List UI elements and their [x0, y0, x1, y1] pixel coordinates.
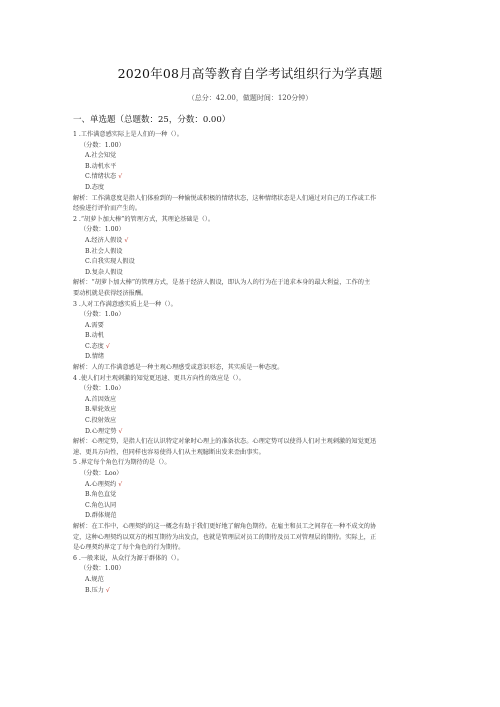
option-b: B.压力 √	[85, 586, 110, 594]
option-b: B.动机水平	[85, 162, 117, 170]
question-3	[73, 300, 433, 374]
correct-check-mark: √	[118, 173, 123, 181]
question-stem: 5 .界定每个角色行为期待的是（）。	[73, 459, 171, 467]
option-a: A.社会知觉	[85, 152, 117, 160]
option-b: B.动机	[85, 332, 104, 340]
question-analysis: 解析：心理定势，是指人们在认识特定对象时心理上的准备状态。心理定势可以使得人们对主观刺激的知觉更迅 速、更具方向性，但同样也容易使得人们从主观臆断出发来歪曲事实。	[73, 438, 377, 456]
question-2	[73, 215, 433, 300]
correct-check-mark: √	[105, 586, 110, 594]
question-stem: 3 .人对工作满意感实质上是一种（）。	[73, 300, 177, 308]
question-analysis: 解析：“胡萝卜加大棒”的管理方式，是基于经济人假设，即认为人的行为在于追求本身的最大利益，工作的主 要动机就是获得经济报酬。	[73, 279, 371, 297]
page-title: 2020年08月高等教育自学考试组织行为学真题	[117, 66, 383, 81]
question-score: （分数：Loo）	[80, 470, 123, 477]
option-a: A.心理契约 √	[85, 480, 123, 488]
option-c: C.情绪状态 √	[85, 173, 123, 181]
question-1	[73, 130, 433, 215]
question-analysis: 解析：人的工作满意感是一种主观心理感受或意识形态，其实质是一种态度。	[73, 364, 284, 372]
question-analysis: 解析：工作满意度是指人们体验到的一种愉悦或积极的情绪状态，这种情绪状态是人们通过对自己的工作或工作 经验进行评价而产生的。	[73, 194, 377, 213]
option-c: C.自我实现人假设	[85, 258, 135, 266]
option-c: C.投射效应	[85, 417, 117, 425]
question-4	[73, 374, 433, 459]
question-stem: 4 .使人们对主观刺激的知觉更迅速、更具方向性的效应是（）。	[73, 374, 245, 382]
exam-meta: （总分：42.00，做题时间：120分钟）	[187, 94, 313, 102]
correct-check-mark: √	[124, 236, 129, 244]
option-a: A.首因效应	[85, 395, 117, 403]
option-d: D.复杂人假设	[85, 268, 123, 276]
question-6	[73, 554, 433, 596]
correct-check-mark: √	[118, 427, 123, 435]
question-stem: 1 .工作满意感实际上是人们的一种（）。	[73, 131, 183, 138]
option-d: D.态度	[85, 183, 105, 191]
option-c: C.角色认同	[85, 501, 117, 509]
option-a: A.规范	[85, 575, 104, 583]
option-c: C.态度 √	[85, 342, 110, 350]
correct-check-mark: √	[105, 342, 110, 350]
question-score: （分数：1.00）	[80, 141, 125, 149]
correct-check-mark: √	[118, 480, 123, 488]
option-b: B.角色直觉	[85, 491, 117, 499]
question-score: （分数：1.0o）	[80, 385, 125, 393]
option-a: A.需要	[85, 321, 104, 329]
question-stem: 2 .“胡萝卜加大棒”的管理方式，其理论基础是（）。	[73, 215, 215, 223]
question-list	[73, 130, 433, 596]
option-b: B.晕轮效应	[85, 406, 117, 414]
question-stem: 6 .一般来说，从众行为源于群体的（）。	[73, 554, 183, 562]
question-score: （分数：1.00）	[80, 226, 125, 234]
question-score: （分数：1.00）	[80, 565, 125, 573]
question-analysis: 解析：在工作中，心理契约的这一概念有助于我们更好地了解角色期待。在雇主和员工之间存在一种不成文的协 定，这种心理契约以双方的相互期待为出发点，也就是管理层对员工的期待及员工对管理层的期待。实际上，正 是心理契约界定了每个角色的行为期待。	[73, 522, 377, 552]
section-heading: 一、单选题（总题数：25，分数：0.00）	[73, 115, 231, 125]
option-d: D.心理定势 √	[85, 427, 123, 435]
option-a: A.经济人假设 √	[85, 236, 129, 244]
option-b: B.社会人假设	[85, 247, 123, 255]
option-d: D.群体规范	[85, 512, 117, 520]
question-score: （分数：1.0o）	[80, 311, 125, 319]
option-d: D.情绪	[85, 353, 105, 361]
question-5	[73, 458, 433, 553]
